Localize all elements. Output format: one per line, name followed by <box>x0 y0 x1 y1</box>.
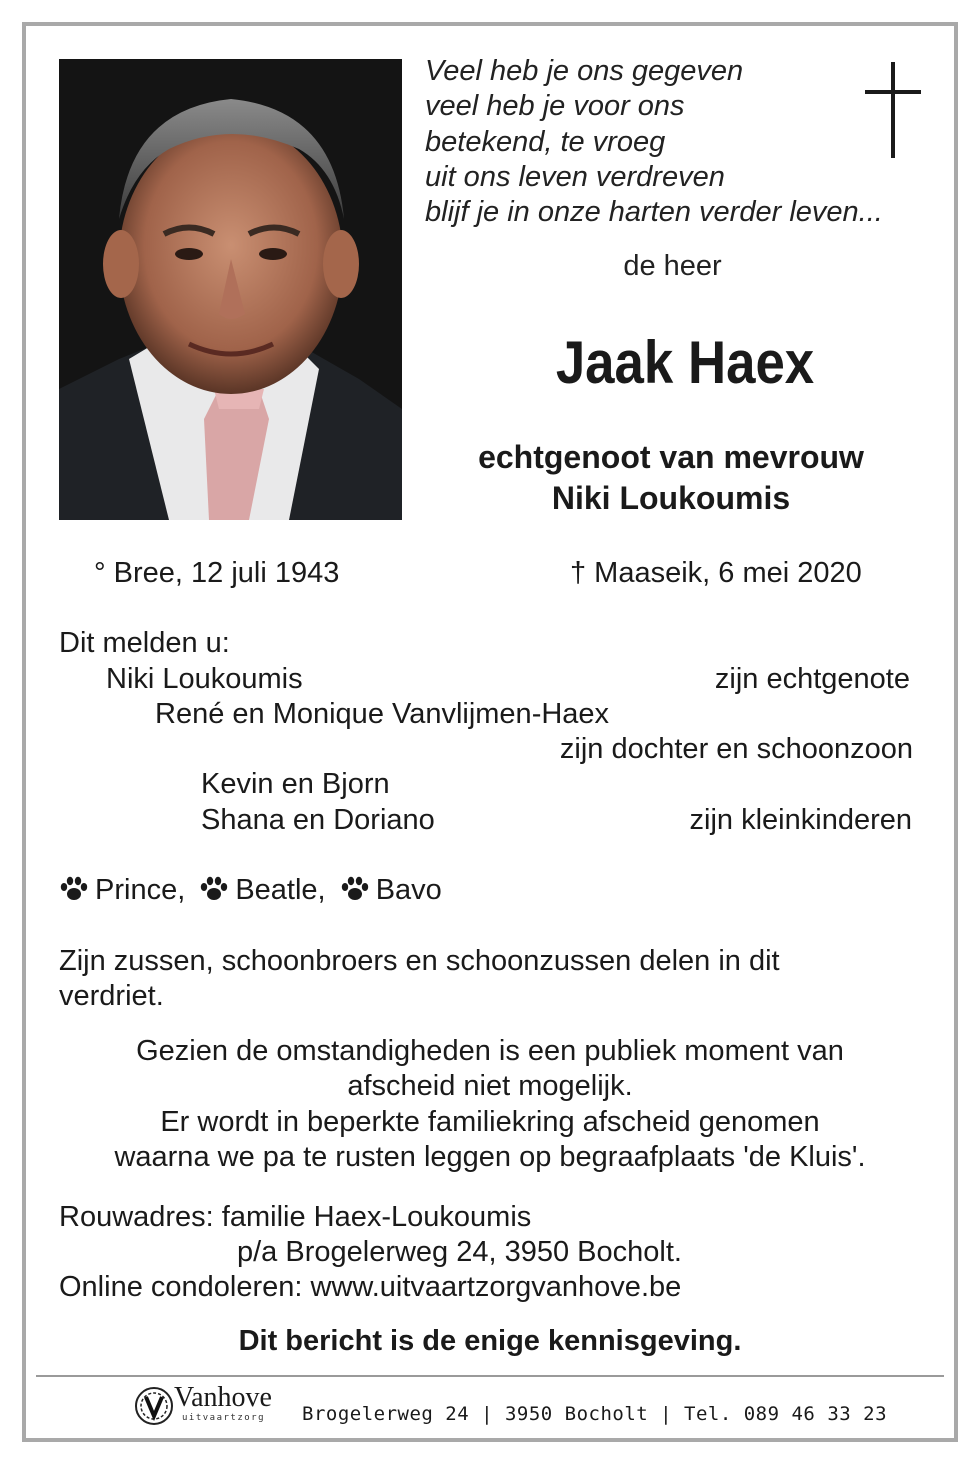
poem-line: uit ons leven verdreven <box>425 160 725 193</box>
family-relation: zijn dochter en schoonzoon <box>559 733 913 765</box>
footer-address: Brogelerweg 24 | 3950 Bocholt | Tel. 089 46 33 23 <box>302 1403 888 1425</box>
family-names: René en Monique Vanvlijmen-Haex <box>155 698 610 730</box>
funeral-home-logo <box>132 1384 292 1428</box>
condolence-link[interactable]: Online condoleren: www.uitvaartzorgvanhove.be <box>59 1271 682 1303</box>
family-relation: zijn echtgenote <box>714 663 910 695</box>
title-prefix: de heer <box>623 250 722 282</box>
family-names: Shana en Doriano <box>201 804 435 836</box>
brand-name: Vanhove <box>174 1382 272 1413</box>
spouse-line-1: echtgenoot van mevrouw <box>478 439 864 475</box>
pet-name: Prince, <box>95 874 186 906</box>
portrait-photo <box>59 59 402 520</box>
siblings-text: Zijn zussen, schoonbroers en schoonzussen delen in dit <box>59 945 780 977</box>
poem-line: betekend, te vroeg <box>425 125 666 158</box>
family-names: Kevin en Bjorn <box>201 768 390 800</box>
family-relation: zijn kleinkinderen <box>689 804 912 836</box>
deceased-name: Jaak Haex <box>555 329 815 396</box>
notice-line: waarna we pa te rusten leggen op begraafplaats 'de Kluis'. <box>114 1141 866 1173</box>
paw-icon <box>199 876 229 902</box>
pet-name: Beatle, <box>235 874 326 906</box>
portrait-image <box>59 59 402 520</box>
announce-intro: Dit melden u: <box>59 627 230 659</box>
notice-line: Er wordt in beperkte familiekring afscheid genomen <box>160 1106 820 1138</box>
closing-statement: Dit bericht is de enige kennisgeving. <box>238 1325 742 1357</box>
spouse-line-2: Niki Loukoumis <box>551 480 791 516</box>
notice-line: afscheid niet mogelijk. <box>347 1070 633 1102</box>
poem <box>425 54 883 230</box>
pets-line <box>59 874 442 907</box>
pet-name: Bavo <box>375 874 442 906</box>
siblings-text: verdriet. <box>59 980 164 1012</box>
mourning-address-line-2: p/a Brogelerweg 24, 3950 Bocholt. <box>237 1236 682 1268</box>
birth-date: ° Bree, 12 juli 1943 <box>94 557 340 589</box>
paw-icon <box>340 876 370 902</box>
death-date: † Maaseik, 6 mei 2020 <box>570 557 862 589</box>
mourning-address: Rouwadres: familie Haex-Loukoumis <box>59 1201 532 1233</box>
cross-icon <box>865 62 921 158</box>
family-names: Niki Loukoumis <box>106 663 303 695</box>
brand-subtitle: uitvaartzorg <box>182 1413 266 1423</box>
vanhove-logo-icon <box>132 1384 176 1428</box>
paw-icon <box>59 876 89 902</box>
notice-line: Gezien de omstandigheden is een publiek moment van <box>136 1035 844 1067</box>
poem-line: blijf je in onze harten verder leven... <box>425 196 883 229</box>
poem-line: veel heb je voor ons <box>425 90 685 123</box>
poem-line: Veel heb je ons gegeven <box>425 55 744 87</box>
footer-divider <box>36 1375 944 1377</box>
